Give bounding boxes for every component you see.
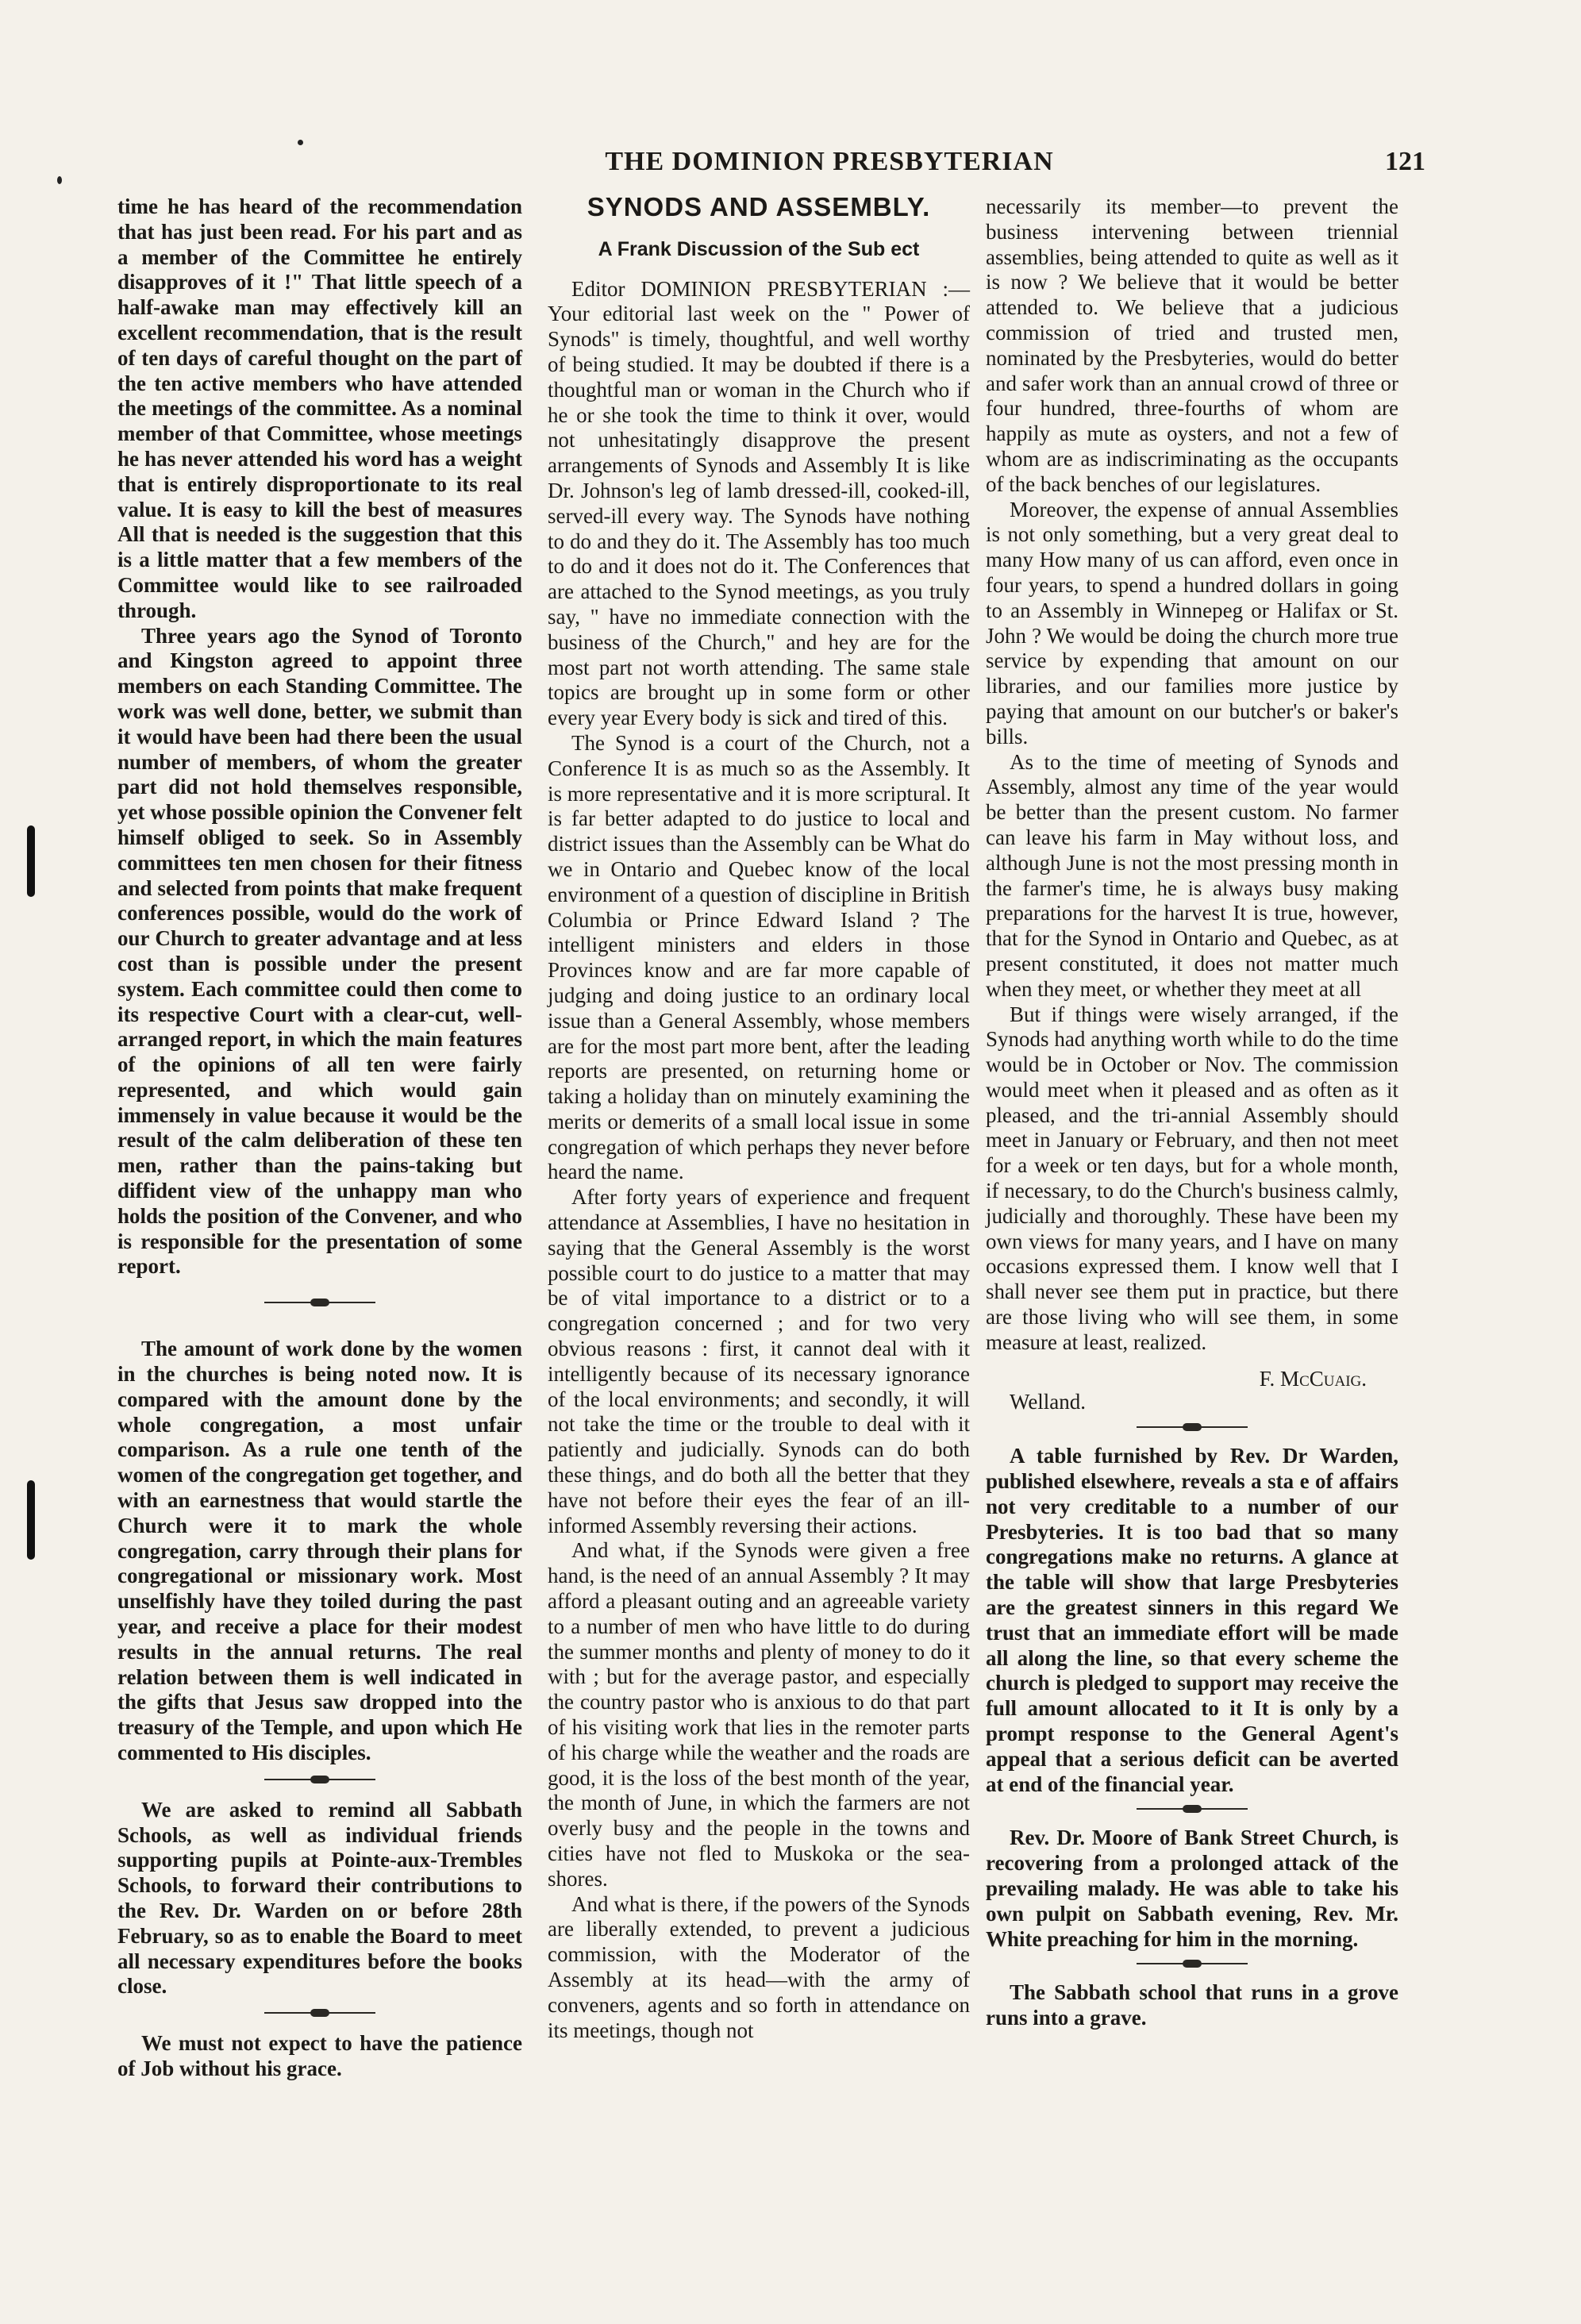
paragraph: Moreover, the expense of annual Assemblies is not only something, but a very great deal to many How many of us can afford, even once in four years, to spend a hundred dollars in going to an Assembly in Winnepeg or Halifax or St. John ? We would be doing the church more true service by expending that amount on our libraries, and our families more justice by paying that amount on our butcher's or baker's bills.: [986, 497, 1398, 748]
paragraph: A table furnished by Rev. Dr Warden, published elsewhere, reveals a sta e of affairs not very creditable to a number of our Presbyteries. It is too bad that so many congregations make no returns. A glance at the table will show that large Presbyteries are the greatest sinners in this regard We trust that an immediate effort will be made all along the line, so that every scheme the church is pledged to support may receive the full amount allocated to it It is only by a prompt response to the General Agent's appeal that a serious deficit can be averted at end of the financial year.: [986, 1444, 1398, 1796]
page-header: [0, 147, 1581, 187]
running-title: THE DOMINION PRESBYTERIAN: [605, 147, 1054, 176]
paragraph: time he has heard of the recommendation that has just been read. For his part and as a member of the Committee he entirely disapproves of it !" That little speech of a half-awake man may effectively kill an excellent recommendation, that is the result of ten days of careful thought on the part of the ten active members who have attended the meetings of the committee. As a nominal member of that Committee, whose meetings he has never attended his word has a weight that is entirely disproportionate to its real value. It is easy to kill the best of measures All that is needed is the suggestion that this is a little matter that a few members of the Committee would like to see railroaded through.: [117, 194, 522, 622]
binding-mark: [27, 1480, 35, 1560]
paragraph: But if things were wisely arranged, if the Synods had anything worth while to do the time would be in October or Nov. The commission would meet when it pleased and as often as it pleased, and the tri-annial Assembly should meet in January or February, and then not meet for a week or ten days, but for a whole month, if necessary, to do the Church's business calmly, judicially and thoroughly. These have been my own views for many years, and I have on many occasions expressed them. I know well that I shall never see them put in practice, but there are those living who will see them, in some measure at least, realized.: [986, 1002, 1398, 1354]
column-1: [117, 194, 522, 2082]
section-separator: [264, 1779, 375, 1780]
paragraph: The Synod is a court of the Church, not a Conference It is as much so as the Assembly. It is more representative and it is more scriptural. It is far better adapted to do justice to local and district issues than the Assembly can be What do we in Ontario and Quebec know of the local environment of a question of discipline in British Columbia or Prince Edward Island ? The intelligent ministers and elders in those Provinces know and are far more capable of judging and doing justice to an ordinary local issue than a General Assembly, whose members are for the most part more bent, after the leading reports are presented, on returning home or taking a holiday than on minutely examining the merits or demerits of a small local issue in some congregation of which perhaps they never before heard the name.: [548, 730, 970, 1184]
section-separator: [1137, 1808, 1248, 1810]
article-subtitle: A Frank Discussion of the Sub ect: [598, 237, 920, 260]
article-title: SYNODS AND ASSEMBLY.: [587, 192, 931, 221]
author-signature: F. McCuaig.: [1259, 1366, 1367, 1391]
section-separator: [264, 2012, 375, 2014]
paragraph: Rev. Dr. Moore of Bank Street Church, is recovering from a prolonged attack of the prevailing malady. He was able to take his own pulpit on Sabbath evening, Rev. Mr. White preaching for him in the morning.: [986, 1826, 1398, 1951]
paragraph: We must not expect to have the patience of Job without his grace.: [117, 2031, 522, 2080]
paragraph: necessarily its member—to prevent the business intervening between triennial assemblies, being attended to quite as well as it is now ? We believe that it would be better attended to. We believe that a judicious commission of tried and trusted men, nominated by the Presbyteries, would do better and safer work than an annual crowd of three or four hundred, three-fourths of whom are happily as mute as oysters, and not a few of whom are as indiscriminating as the occupants of the back benches of our legislatures.: [986, 194, 1398, 496]
author-place: Welland.: [1010, 1390, 1087, 1414]
paragraph: And what, if the Synods were given a free hand, is the need of an annual Assembly ? It may afford a pleasant outing and an agreeable variety to a number of men who have little to do during the summer months and plenty of money to do it with ; but for the average pastor, and especially the country pastor who is anxious to do that part of his visiting work that lies in the remoter parts of his charge while the weather and the roads are good, it is the loss of the best month of the year, the month of June, in which the farmers are not overly busy and the people in the towns and cities have not fled to Muskoka or the sea-shores.: [548, 1538, 970, 1891]
paragraph: Editor DOMINION PRESBYTERIAN :—Your editorial last week on the " Power of Synods" is timely, thoughtful, and well worthy of being studied. It may be doubted if there is a thoughtful man or woman in the Church who if he or she took the time to think it over, would not unhesitatingly disapprove the present arrangements of Synods and Assembly It is like Dr. Johnson's leg of lamb dressed-ill, cooked-ill, served-ill every way. The Synods have nothing to do and they do it. The Assembly has too much to do and it does not do it. The Conferences that are attached to the Synod meetings, as you truly say, " have no immediate connection with the business of the Church," and hey are for the most part not worth attending. The same stale topics are brought up in some form or other every year Every body is sick and tired of this.: [548, 276, 970, 730]
margin-speck: [298, 140, 303, 145]
page-number: 121: [1385, 147, 1425, 176]
paragraph: Three years ago the Synod of Toronto and Kingston agreed to appoint three members on each Standing Committee. The work was well done, better, we submit than it would have been had there been the usual number of members, of whom the greater part did not hold themselves responsible, yet whose possible opinion the Convener felt himself obliged to seek. So in Assembly committees ten men chosen for their fitness and selected from points that make frequent conferences possible, would do the work of our Church to greater advantage and at less cost than is possible under the present system. Each committee could then come to its respective Court with a clear-cut, well-arranged report, in which the main features of the opinions of all ten were fairly represented, and which would gain immensely in value because it would be the result of the calm deliberation of these ten men, rather than the pains-taking but diffident view of the unhappy man who holds the position of the Convener, and who is responsible for the presentation of some report.: [117, 623, 522, 1279]
section-separator: [264, 1302, 375, 1303]
paragraph: The amount of work done by the women in the churches is being noted now. It is compared with the amount done by the whole congregation, a most unfair comparison. As a rule one tenth of the women of the congregation get together, and with an earnestness that would startle the Church were it to mark the whole congregation, carry through their plans for congregational or missionary work. Most unselfishly have they toiled during the past year, and receive a place for their modest results in the annual returns. The real relation between them is well indicated in the gifts that Jesus saw dropped into the treasury of the Temple, and upon which He commented to His disciples.: [117, 1337, 522, 1765]
section-separator: [1137, 1426, 1248, 1428]
paragraph: And what is there, if the powers of the Synods are liberally extended, to prevent a judicious commission, with the Moderator of the Assembly at its head—with the army of conveners, agents and so forth in attendance on its meetings, though not: [548, 1891, 970, 2042]
column-3: [986, 194, 1398, 2031]
paragraph: As to the time of meeting of Synods and Assembly, almost any time of the year would be better than the present custom. No farmer can leave his farm in May without loss, and although June is not the most pressing month in the farmer's time, he is always busy making preparations for the harvest It is true, however, that for the Synod in Ontario and Quebec, as at present constituted, it does not matter much when they meet, or whether they meet at all: [986, 749, 1398, 1001]
paragraph: We are asked to remind all Sabbath Schools, as well as individual friends supporting pupils at Pointe-aux-Trembles Schools, to forward their contributions to the Rev. Dr. Warden on or before 28th February, so as to enable the Board to meet all necessary expenditures before the books close.: [117, 1797, 522, 1999]
binding-mark: [27, 825, 35, 897]
paragraph: After forty years of experience and frequent attendance at Assemblies, I have no hesitation in saying that the General Assembly is the worst possible court to do justice to a matter that may be of vital importance to a district or to a congregation concerned ; and for two very obvious reasons : first, it cannot deal with it intelligently because of its necessary ignorance of the local environments; and secondly, it will not take the time or the trouble to deal with it patiently and judicially. Synods can do both these things, and do both all the better that they have not before their eyes the fear of an ill-informed Assembly reversing their actions.: [548, 1185, 970, 1537]
section-separator: [1137, 1963, 1248, 1964]
column-2: [548, 194, 970, 2043]
paragraph: The Sabbath school that runs in a grove runs into a grave.: [986, 1980, 1398, 2030]
